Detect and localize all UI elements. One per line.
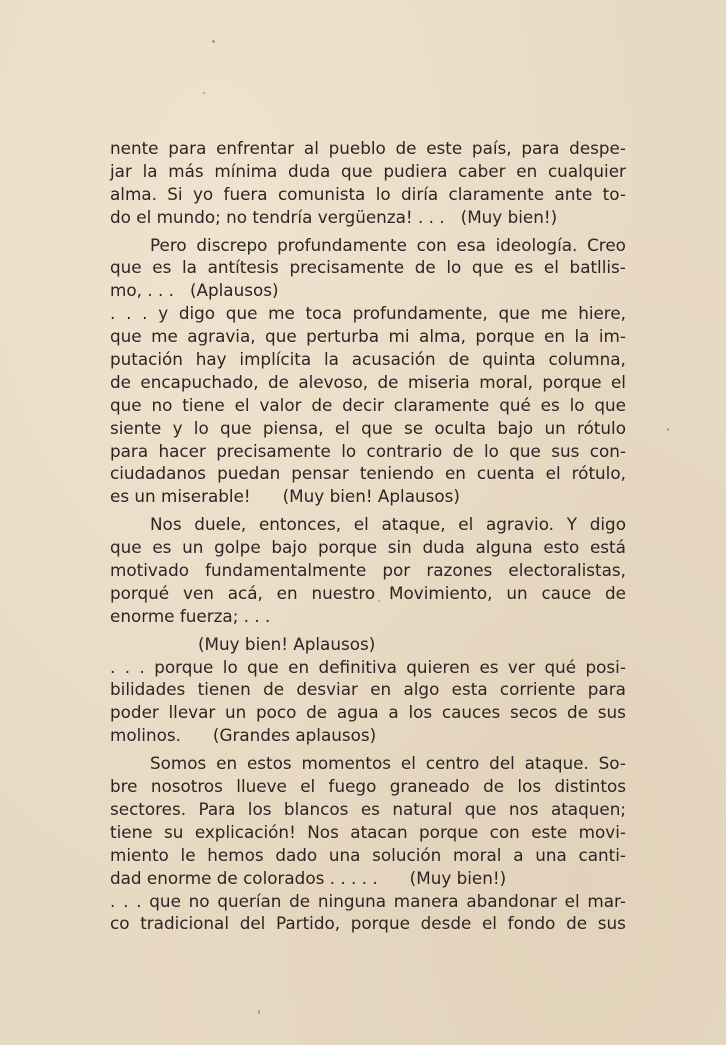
text-line: bilidades tienen de desviar en algo esta corriente para: [110, 679, 626, 700]
text-line: que me agravia, que perturba mi alma, porque en la im-: [110, 326, 626, 347]
text-line: . . . que no querían de ninguna manera abandonar el mar-: [110, 890, 626, 911]
text-line: de encapuchado, de alevoso, de miseria moral, porque el: [110, 371, 626, 392]
paper-speck: [203, 92, 205, 94]
body-text: [110, 137, 626, 935]
text-line: para hacer precisamente lo contrario de lo que sus con-: [110, 440, 626, 461]
text-line: jar la más mínima duda que pudiera caber en cualquier: [110, 160, 626, 181]
paper-speck: [212, 40, 215, 43]
text-line: tiene su explicación! Nos atacan porque con este movi-: [110, 821, 626, 842]
text-line: alma. Si yo fuera comunista lo diría claramente ante to-: [110, 183, 626, 204]
text-line: dad enorme de colorados . . . . . (Muy bien!): [110, 867, 507, 888]
text-line: siente y lo que piensa, el que se oculta bajo un rótulo: [110, 417, 626, 438]
text-line: putación hay implícita la acusación de quinta columna,: [110, 349, 626, 370]
paper-speck: [667, 428, 669, 431]
text-line: enorme fuerza; . . .: [110, 605, 271, 626]
text-line: . . . porque lo que en definitiva quieren es ver qué posi-: [110, 656, 626, 677]
text-line: molinos. (Grandes aplausos): [110, 725, 377, 746]
text-line: ciudadanos puedan pensar teniendo en cuenta el rótulo,: [110, 463, 626, 484]
text-line: poder llevar un poco de agua a los cauces secos de sus: [110, 702, 626, 723]
text-line: miento le hemos dado una solución moral a una canti-: [110, 844, 626, 865]
text-line: porqué ven acá, en nuestro Movimiento, un cauce de: [110, 582, 626, 603]
text-line: es un miserable! (Muy bien! Aplausos): [110, 486, 460, 507]
text-line: mo, . . . (Aplausos): [110, 280, 279, 301]
text-line: sectores. Para los blancos es natural que nos ataquen;: [110, 798, 626, 819]
text-line: motivado fundamentalmente por razones electoralistas,: [110, 560, 626, 581]
text-line: que es un golpe bajo porque sin duda alguna esto está: [110, 537, 626, 558]
text-line: Somos en estos momentos el centro del ataque. So-: [150, 753, 626, 774]
text-line: co tradicional del Partido, porque desde el fondo de sus: [110, 913, 626, 934]
text-line: do el mundo; no tendría vergüenza! . . . (Muy bien!): [110, 206, 558, 227]
text-line: nente para enfrentar al pueblo de este país, para despe-: [110, 138, 626, 158]
paper-speck: [258, 1010, 260, 1014]
text-line: Pero discrepo profundamente con esa ideología. Creo: [150, 234, 626, 255]
text-line: (Muy bien! Aplausos): [198, 633, 376, 654]
text-line: . . . y digo que me toca profundamente, que me hiere,: [110, 303, 626, 324]
text-line: que es la antítesis precisamente de lo que es el batllis-: [110, 257, 626, 278]
text-line: Nos duele, entonces, el ataque, el agravio. Y digo: [150, 514, 626, 535]
text-line: que no tiene el valor de decir claramente qué es lo que: [110, 394, 626, 415]
text-line: bre nosotros llueve el fuego graneado de los distintos: [110, 776, 626, 797]
